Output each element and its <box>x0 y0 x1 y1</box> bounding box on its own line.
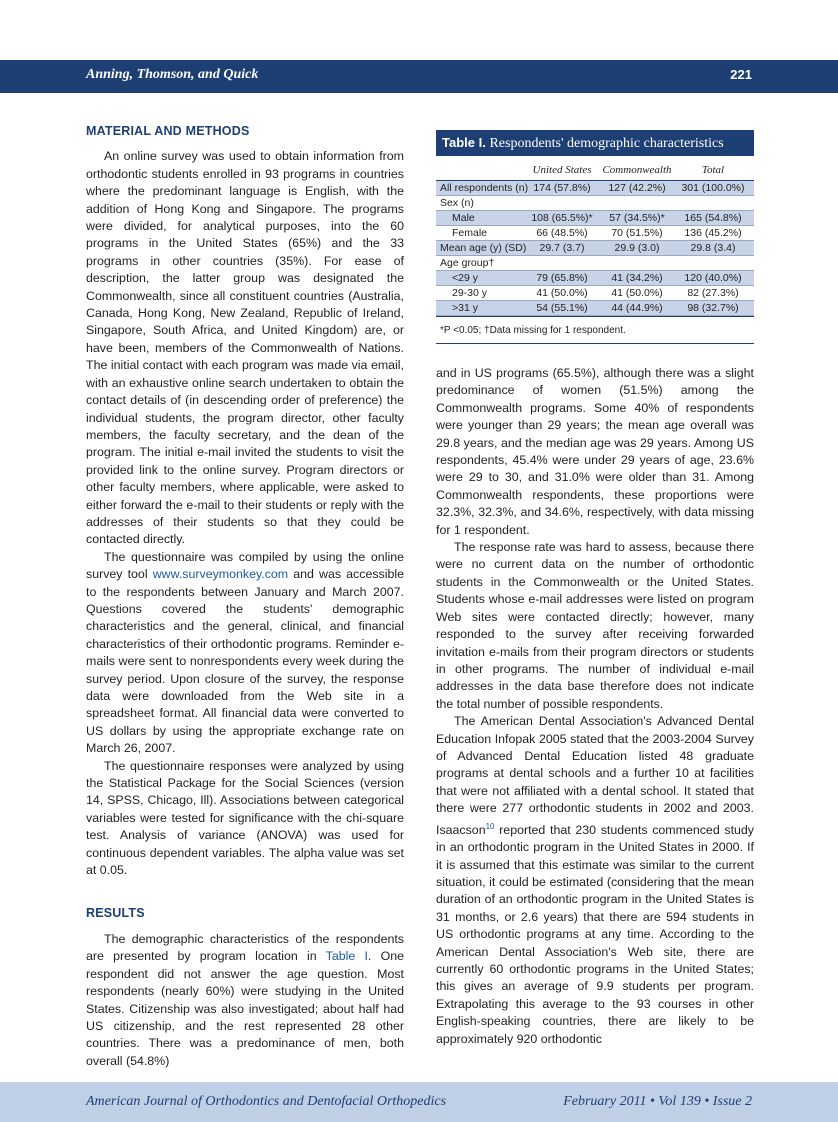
methods-paragraph-1: An online survey was used to obtain information from orthodontic students enrolled in 93 programs in countries where the predominant language is English, with the addition of Hong Kong and Singapore. The programs were divided, for analytical purposes, into the 60 programs in the United States (65%) and the 33 programs in other countries (35%). For ease of description, the latter group was designated the Commonwealth, since all constituent countries (Australia, Canada, Hong Kong, New Zealand, Republic of Ireland, Singapore, South Africa, and United Kingdom) are, or have been, members of the Commonwealth of Nations. The initial contact with each program was made via email, with an exhaustive online search undertaken to obtain the contact details of (in descending order of preference) the individual students, the program director, other faculty members, the faculty secretary, and the dean of the program. The initial e-mail invited the students to visit the provided link to the online survey. Program directors or other faculty members, where applicable, were asked to either forward the e-mail to their students or reply with the addresses of their students so that they could be contacted directly. <box>86 149 404 547</box>
journal-name: American Journal of Orthodontics and Dentofacial Orthopedics <box>86 1094 447 1109</box>
table-row <box>436 211 754 226</box>
row-label: 29-30 y <box>452 287 488 299</box>
table-1 <box>436 130 754 344</box>
row-label: Male <box>452 212 475 224</box>
cell-total: 165 (54.8%) <box>684 212 742 224</box>
row-label: Female <box>452 227 488 239</box>
cell-us <box>524 196 600 210</box>
results-p1-text-a: The demographic characteristics of the respondents are presented by program location in <box>86 931 404 964</box>
results-p1-text-b: . One respondent did not answer the age question. Most respondents (nearly 60%) were studying in the United States. Citizenship was also investigated; about half had US citizenship, and the rest represented 28 other countries. There was a predominance of men, both overall (54.8%) <box>86 949 404 1068</box>
cell-us: 108 (65.5%)* <box>531 212 593 224</box>
table-header-commonwealth: Commonwealth <box>602 164 672 176</box>
surveymonkey-link[interactable]: www.surveymonkey.com <box>152 567 289 582</box>
right-p3-text-b: reported that 230 students commenced study in an orthodontic program in the United States in 2000. If it is assumed that this estimate was similar to the current situation, it could be estimated (considering that the mean duration of an orthodontic program in the United States is 31 months, or 2.6 years) that there are 594 students in US orthodontic programs at any time. According to the American Dental Association's Web site, there are currently 60 orthodontic programs in the United States; this gives an average of 9.9 students per program. Extrapolating this average to the 93 courses in other English-speaking countries, there are likely to be approximately 920 orthodontic <box>436 822 754 1046</box>
table-row <box>436 180 754 196</box>
left-column <box>86 123 404 1070</box>
methods-p2-text-a: The questionnaire was compiled by using the online survey tool <box>86 549 404 582</box>
running-footer <box>0 1082 838 1122</box>
table-row <box>436 196 754 211</box>
reference-10-link[interactable]: 10 <box>485 821 495 831</box>
cell-commonwealth <box>600 256 674 270</box>
cell-commonwealth: 57 (34.5%)* <box>609 212 665 224</box>
table-row <box>436 256 754 271</box>
cell-us: 79 (65.8%) <box>536 272 588 284</box>
row-label: >31 y <box>452 302 478 314</box>
methods-paragraph-3: The questionnaire responses were analyzed by using the Statistical Package for the Social Sciences (version 14, SPSS, Chicago, Ill). Associations between categorical variables were tested for significance with the chi-square test. Analysis of variance (ANOVA) was used for continuous dependent variables. The alpha value was set at 0.05. <box>86 758 404 878</box>
row-label: All respondents (n) <box>440 182 529 194</box>
cell-us: 29.7 (3.7) <box>539 242 585 254</box>
cell-total <box>674 196 752 210</box>
table-header-total: Total <box>701 164 725 176</box>
table-label: Table I. <box>442 135 486 150</box>
cell-total: 120 (40.0%) <box>684 272 742 284</box>
cell-us: 66 (48.5%) <box>536 227 588 239</box>
table-row <box>436 286 754 301</box>
cell-commonwealth: 70 (51.5%) <box>611 227 663 239</box>
right-paragraph-2: The response rate was hard to assess, because there were no current data on the number of orthodontic students in the Commonwealth or the United States. Students whose e-mail addresses were listed on program Web sites were contacted directly; however, many responded to the survey after receiving forwarded invitation e-mails from their program directors or students in other programs. The number of individual e-mail addresses in the data base therefore does not indicate the total number of possible respondents. <box>436 540 754 711</box>
row-label: Mean age (y) (SD) <box>440 242 527 254</box>
running-header-authors: Anning, Thomson, and Quick <box>86 67 259 82</box>
row-label: <29 y <box>452 272 478 284</box>
cell-total: 136 (45.2%) <box>684 227 742 239</box>
cell-commonwealth: 29.9 (3.0) <box>614 242 660 254</box>
right-paragraph-1: and in US programs (65.5%), although there was a slight predominance of women (51.5%) among the Commonwealth programs. Some 40% of respondents were younger than 29 years; the mean age overall was 29.8 years, and the median age was 29 years. Among US respondents, 45.4% were under 29 years of age, 23.6% were 29 to 30, and 31.0% were older than 31. Among Commonwealth respondents, these proportions were 32.3%, 32.3%, and 34.6%, respectively, with data missing for 1 respondent. <box>436 366 754 537</box>
right-paragraph-3 <box>436 713 754 1048</box>
methods-p2-text-b: and was accessible to the respondents between January and March 2007. Questions covered the students' demographic characteristics and the general, clinical, and financial characteristics of their orthodontic programs. Reminder e-mails were sent to nonrespondents every week during the survey period. Upon closure of the survey, the response data were downloaded from the Web site in a spreadsheet format. All financial data were converted to US dollars by using the appropriate exchange rate on March 26, 2007. <box>86 567 405 756</box>
cell-us <box>524 256 600 270</box>
cell-total <box>674 256 752 270</box>
results-heading: RESULTS <box>86 906 145 921</box>
table-row <box>436 301 754 316</box>
methods-heading: MATERIAL AND METHODS <box>86 124 250 138</box>
table-title: Respondents' demographic characteristics <box>489 136 724 151</box>
issue-info: February 2011 • Vol 139 • Issue 2 <box>563 1094 752 1109</box>
table-header-blank <box>436 160 524 180</box>
cell-us: 174 (57.8%) <box>533 182 591 194</box>
cell-total: 98 (32.7%) <box>687 302 739 314</box>
right-column <box>436 365 754 1048</box>
cell-us: 54 (55.1%) <box>536 302 588 314</box>
methods-paragraph-2 <box>86 549 404 758</box>
cell-total: 29.8 (3.4) <box>690 242 736 254</box>
cell-total: 301 (100.0%) <box>681 182 745 194</box>
cell-commonwealth: 41 (34.2%) <box>611 272 663 284</box>
table-row <box>436 271 754 286</box>
right-p3-text-a: The American Dental Association's Advanced Dental Education Infopak 2005 stated that the 2003-2004 Survey of Advanced Dental Education listed 48 graduate programs at dental schools and a further 10 at facilities that were not affiliated with a dental school. It stated that there were 277 orthodontic students in 2002 and 2003. Isaacson <box>436 714 754 837</box>
running-header <box>0 60 838 93</box>
cell-commonwealth <box>600 196 674 210</box>
cell-commonwealth: 44 (44.9%) <box>611 302 663 314</box>
cell-total: 82 (27.3%) <box>687 287 739 299</box>
cell-commonwealth: 41 (50.0%) <box>611 287 663 299</box>
table-row <box>436 226 754 241</box>
results-paragraph-1 <box>86 931 404 1070</box>
table-footnote: *P <0.05; †Data missing for 1 respondent. <box>436 316 754 344</box>
row-label: Age group† <box>440 257 495 269</box>
table-row <box>436 241 754 256</box>
table-header-us: United States <box>532 164 592 176</box>
table-header-row <box>436 160 754 180</box>
page-number: 221 <box>730 67 752 82</box>
row-label: Sex (n) <box>440 197 474 209</box>
table-1-link[interactable]: Table I <box>325 949 368 964</box>
cell-us: 41 (50.0%) <box>536 287 588 299</box>
table-title-bar <box>436 130 754 156</box>
cell-commonwealth: 127 (42.2%) <box>608 182 666 194</box>
